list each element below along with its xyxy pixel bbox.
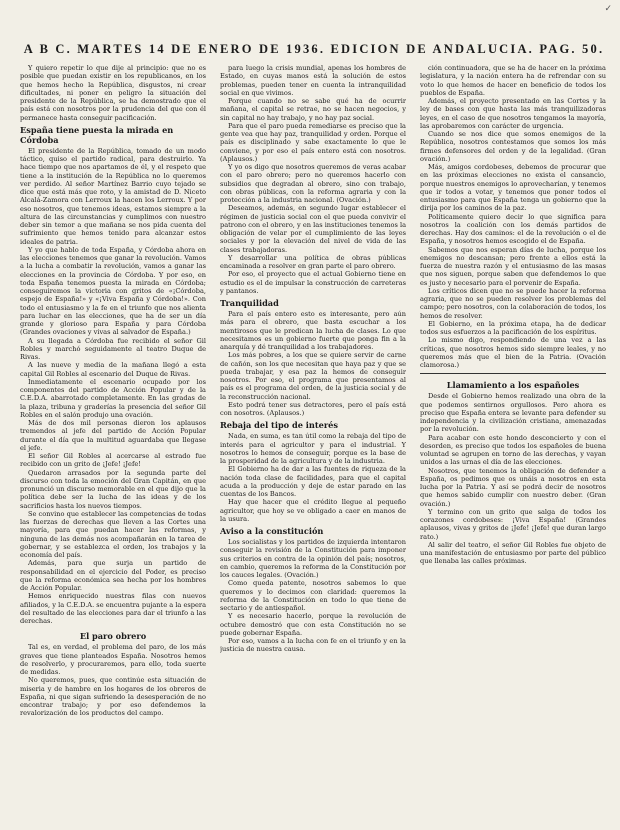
article-paragraph: Se convino que establecer las competencias de todas las fuerzas de derechas que lleven a las Cortes una mayoría, para que puedan hacer las reformas, y ninguna de las demás nos acompañarán en la tarea de gobernar, y se establezca el orden, los trabajos y la economía del país. <box>20 509 206 559</box>
columns-container <box>20 64 608 812</box>
article-paragraph: Y desarrollar una política de obras públicas encaminada a resolver en gran parte el paro obrero. <box>220 253 406 270</box>
article-paragraph: Esto podrá tener sus detractores, pero el país está con nosotros. (Aplausos.) <box>220 400 406 417</box>
article-paragraph: Al salir del teatro, el señor Gil Robles fue objeto de una manifestación de entusiasmo por parte del público que llenaba las calles próximas. <box>420 540 606 566</box>
column-2 <box>220 64 406 812</box>
article-paragraph: No queremos, pues, que continúe esta situación de miseria y de hambre en los hogares de los obreros de España, ni que sigan sufriendo la desesperación de no encontrar trabajo; y por eso defendemos la revalorización de los productos del campo. <box>20 676 206 718</box>
article-paragraph: Además, el proyecto presentado en las Cortes y la ley de bases con que hasta las más tranquilizadoras leyes, en el caso de que nosotros tengamos la mayoría, las aprobaremos con carácter de urgencia. <box>420 97 606 130</box>
article-paragraph: Los más pobres, a los que se quiere servir de carne de cañón, son los que necesitan que haya paz y que se pueda trabajar, y esa paz la hemos de conseguir nosotros. Por eso, el programa que presentamos al país es el programa del orden, de la justicia social y de la reconstrucción nacional. <box>220 351 406 401</box>
article-paragraph: Quedaron arrasados por la segunda parte del discurso con toda la emoción del Gran Capitán, en que pronunció un discurso memorable en el que dijo que la política debe ser la lucha de las ideas y de los sacrificios hasta los nuevos tiempos. <box>20 468 206 510</box>
section-heading: España tiene puesta la mirada en Córdoba <box>20 124 174 145</box>
article-paragraph: Nada, en suma, es tan útil como la rebaja del tipo de interés para el agricultor y para el industrial. Y nosotros lo hemos de conseguir, porque es la base de la prosperidad de la agricultura y de la industria. <box>220 432 406 465</box>
article-paragraph: Nosotros, que tenemos la obligación de defender a España, os pedimos que os unáis a nosotros en esta lucha por la Patria. Y así se podrá decir de nosotros que hemos sabido cumplir con nuestro deber. (Gran ovación.) <box>420 466 606 508</box>
article-paragraph: Porque cuando no se sabe qué ha de ocurrir mañana, el capital se retrae, no se hacen negocios, y sin capital no hay trabajo, y no hay paz social. <box>220 97 406 122</box>
article-paragraph: El señor Gil Robles al acercarse al estrado fue recibido con un grito de ¡Jefe! ¡Jefe! <box>20 452 206 469</box>
article-paragraph: Tal es, en verdad, el problema del paro, de los más graves que tiene planteados España. Nosotros hemos de resolverlo, y procuraremos, para ello, toda suerte de medidas. <box>20 643 206 676</box>
article-paragraph: Hay que hacer que el crédito llegue al pequeño agricultor, que hoy se ve obligado a caer en manos de la usura. <box>220 498 406 523</box>
section-heading: El paro obrero <box>79 631 147 642</box>
article-paragraph: Políticamente quiero decir lo que significa para nosotros la coalición con los demás partidos de derechas. Hay dos caminos: el de la revolución o el de España, y nosotros hemos escogido el de España. <box>420 212 606 246</box>
article-paragraph: El presidente de la República, tomado de un modo táctico, quiso el partido radical, para destruirlo. Ya hace tiempo que nos apartamos de él, y el respeto que tiene a la institución de la República no lo queremos ver perdido. Al señor Martínez Barrio cuyo tejado se dice que está más que roto, y la amistad de D. Niceto Alcalá-Zamora con Lerroux la hacen los Lerroux. Y por eso nosotros, que tenemos ideas, estamos siempre a la altura de las circunstancias y cumplimos con nuestro deber sin temor a que mañana se nos pida cuenta del sufrimiento que hemos tenido para alcanzar estos ideales de patria. <box>20 146 206 246</box>
article-paragraph: Para el país entero esto es interesante, pero aún más para el obrero, que basta escuchar a los mentirosos que le predican la lucha de clases. Lo que necesitamos es un gobierno fuerte que ponga fin a la anarquía y dé tranquilidad a los trabajadores. <box>220 310 406 351</box>
article-paragraph: El Gobierno ha de dar a las fuentes de riqueza de la nación toda clase de facilidades, para que el capital acuda a la producción y deje de estar parado en las cuentas de los Bancos. <box>220 465 406 498</box>
column-rule <box>420 373 606 374</box>
section-heading: Aviso a la constitución <box>220 526 324 536</box>
article-paragraph: El Gobierno, en la próxima etapa, ha de dedicar todos sus esfuerzos a la pacificación de los espíritus. <box>420 319 606 336</box>
scan-corner-mark: ✓ <box>604 4 612 14</box>
article-paragraph: Inmediatamente el escenario ocupado por los componentes del partido de Acción Popular y de la C.E.D.A. abarrotado completamente. En las gradas de la plaza, tribuna y graderías la presencia del señor Gil Robles en el salón produjo una ovación. <box>20 377 206 419</box>
article-paragraph: Para acabar con este hondo desconcierto y con el desorden, es preciso que todos los españoles de buena voluntad se agrupen en torno de las derechas, y vayan unidos a las urnas el día de las elecciones. <box>420 433 606 467</box>
article-paragraph: Sabemos que nos esperan días de lucha, porque los enemigos no descansan; pero frente a ellos está la fuerza de nuestra razón y el entusiasmo de las masas que nos siguen, porque saben que defendemos lo que es justo y necesario para el porvenir de España. <box>420 245 606 287</box>
article-paragraph: A su llegada a Córdoba fue recibido el señor Gil Robles y marchó seguidamente al teatro Duque de Rivas. <box>20 336 206 361</box>
article-paragraph: Lo mismo digo, respondiendo de una vez a las críticas, que nosotros hemos sido siempre leales, y no queremos más que el bien de la Patria. (Ovación clamorosa.) <box>420 336 606 369</box>
section-heading: Rebaja del tipo de interés <box>220 420 338 431</box>
article-paragraph: Hemos enriquecido nuestras filas con nuevos afiliados, y la C.E.D.A. se encuentra pujante a la espera del resultado de las elecciones para dar el triunfo a las derechas. <box>20 592 206 625</box>
article-paragraph: Más, amigos cordobeses, debemos de procurar que en las próximas elecciones no exista el cansancio, porque nuestros enemigos lo aprovecharían, y tenemos que ir todos a votar, y tenemos que poner todos el entusiasmo para que España tenga un gobierno que la dirija por los caminos de la paz. <box>420 163 606 213</box>
article-paragraph: Los críticos dicen que no se puede hacer la reforma agraria, que no se pueden resolver los problemas del campo; pero nosotros, con la colaboración de todos, los hemos de resolver. <box>420 286 606 320</box>
column-3 <box>420 64 606 812</box>
newspaper-page <box>20 42 608 812</box>
article-paragraph: Como queda patente, nosotros sabemos lo que queremos y lo decimos con claridad: queremos la reforma de la Constitución en todo lo que tiene de sectario y de antiespañol. <box>220 579 406 612</box>
article-paragraph: Por eso, vamos a la lucha con fe en el triunfo y en la justicia de nuestra causa. <box>220 637 406 654</box>
article-paragraph: Desde el Gobierno hemos realizado una obra de la que podemos sentirnos orgullosos. Pero ahora es preciso que España entera se levante para defender su independencia y la civilización cristiana, amenazadas por la revolución. <box>420 392 606 434</box>
article-paragraph: Y quiero repetir lo que dije al principio: que no es posible que puedan existir en los republicanos, en los que hemos hecho la República, disgustos, ni crear dificultades, ni poner en peligro la situación del presidente de la República, se ha demostrado que el país está con nosotros por la prudencia del que con él permanece hasta conseguir pacificación. <box>20 64 206 122</box>
article-paragraph: Deseamos, además, en segundo lugar establecer el régimen de justicia social con el que pueda convivir el patrono con el obrero, y en las instituciones tenemos la obligación de velar por el cumplimiento de las leyes sociales y por la elevación del nivel de vida de las clases trabajadoras. <box>220 204 406 254</box>
article-paragraph: Los socialistas y los partidos de izquierda intentaron conseguir la revisión de la Constitución para imponer sus criterios en contra de la opinión del país; nosotros, en cambio, queremos la reforma de la Constitución por los cauces legales. (Ovación.) <box>220 538 406 579</box>
article-paragraph: Cuando se nos dice que somos enemigos de la República, nosotros contestamos que somos los más firmes defensores del orden y de la legalidad. (Gran ovación.) <box>420 130 606 163</box>
article-paragraph: Para que el paro pueda remediarse es preciso que la gente vea que hay paz, tranquilidad y orden. Porque el país es disciplinado y sabe exactamente lo que le conviene, y por eso el país entero está con nosotros. (Aplausos.) <box>220 121 406 163</box>
column-1 <box>20 64 206 812</box>
section-heading: Tranquilidad <box>220 298 279 308</box>
article-paragraph: Más de dos mil personas dieron los aplausos tremendos al jefe del partido de Acción Popular durante el día que la multitud aguardaba que llegase el jefe. <box>20 419 206 452</box>
section-heading: Llamamiento a los españoles <box>446 380 580 391</box>
article-paragraph: A las nueve y media de la mañana llegó a esta capital Gil Robles al escenario del Duque de Rivas. <box>20 361 206 378</box>
article-paragraph: ción continuadora, que se ha de hacer en la próxima legislatura, y la nación entera ha de refrendar con su voto lo que hemos de hacer en beneficio de todos los pueblos de España. <box>420 64 606 97</box>
article-paragraph: Y yo os digo que nosotros queremos de veras acabar con el paro obrero; pero no queremos hacerlo con subsidios que degradan al obrero, sino con trabajo, con obras públicas, con la reforma agraria y con la protección a la industria nacional. (Ovación.) <box>220 163 406 204</box>
article-paragraph: Y termino con un grito que salga de todos los corazones cordobeses: ¡Viva España! (Grandes aplausos, vivas y gritos de ¡Jefe! ¡Jefe! que duran largo rato.) <box>420 507 606 541</box>
article-paragraph: Además, para que surja un partido de responsabilidad en el ejercicio del Poder, es preciso que la reforma económica sea hecha por los hombres de Acción Popular. <box>20 559 206 592</box>
article-paragraph: Y yo que hablo de toda España, y Córdoba ahora en las elecciones tenemos que ganar la revolución. Vamos a la lucha a combatir la revolución, vamos a ganar las elecciones en la provincia de Córdoba. Y por eso, en toda España tenemos puesta la mirada en Córdoba; conseguiremos la victoria con gritos de «¡Córdoba, espejo de España!» y «¡Viva España y Córdoba!». Con todo el entusiasmo y la fe en el triunfo que nos alienta para luchar en las elecciones, que ha de ser un día grande y glorioso para España y para Córdoba (Grandes ovaciones y vivas al salvador de España.) <box>20 245 206 337</box>
article-paragraph: para luego la crisis mundial, apenas los hombres de Estado, en cuyas manos está la solución de estos problemas, pueden tener en cuenta la intranquilidad social en que vivimos. <box>220 64 406 97</box>
article-paragraph: Por eso, el proyecto que el actual Gobierno tiene en estudio es el de impulsar la construcción de carreteras y pantanos. <box>220 270 406 295</box>
page-header: A B C. MARTES 14 DE ENERO DE 1936. EDICION DE ANDALUCIA. PAG. 50. <box>23 42 605 56</box>
article-paragraph: Y es necesario hacerlo, porque la revolución de octubre demostró que con esta Constitución no se puede gobernar España. <box>220 612 406 637</box>
